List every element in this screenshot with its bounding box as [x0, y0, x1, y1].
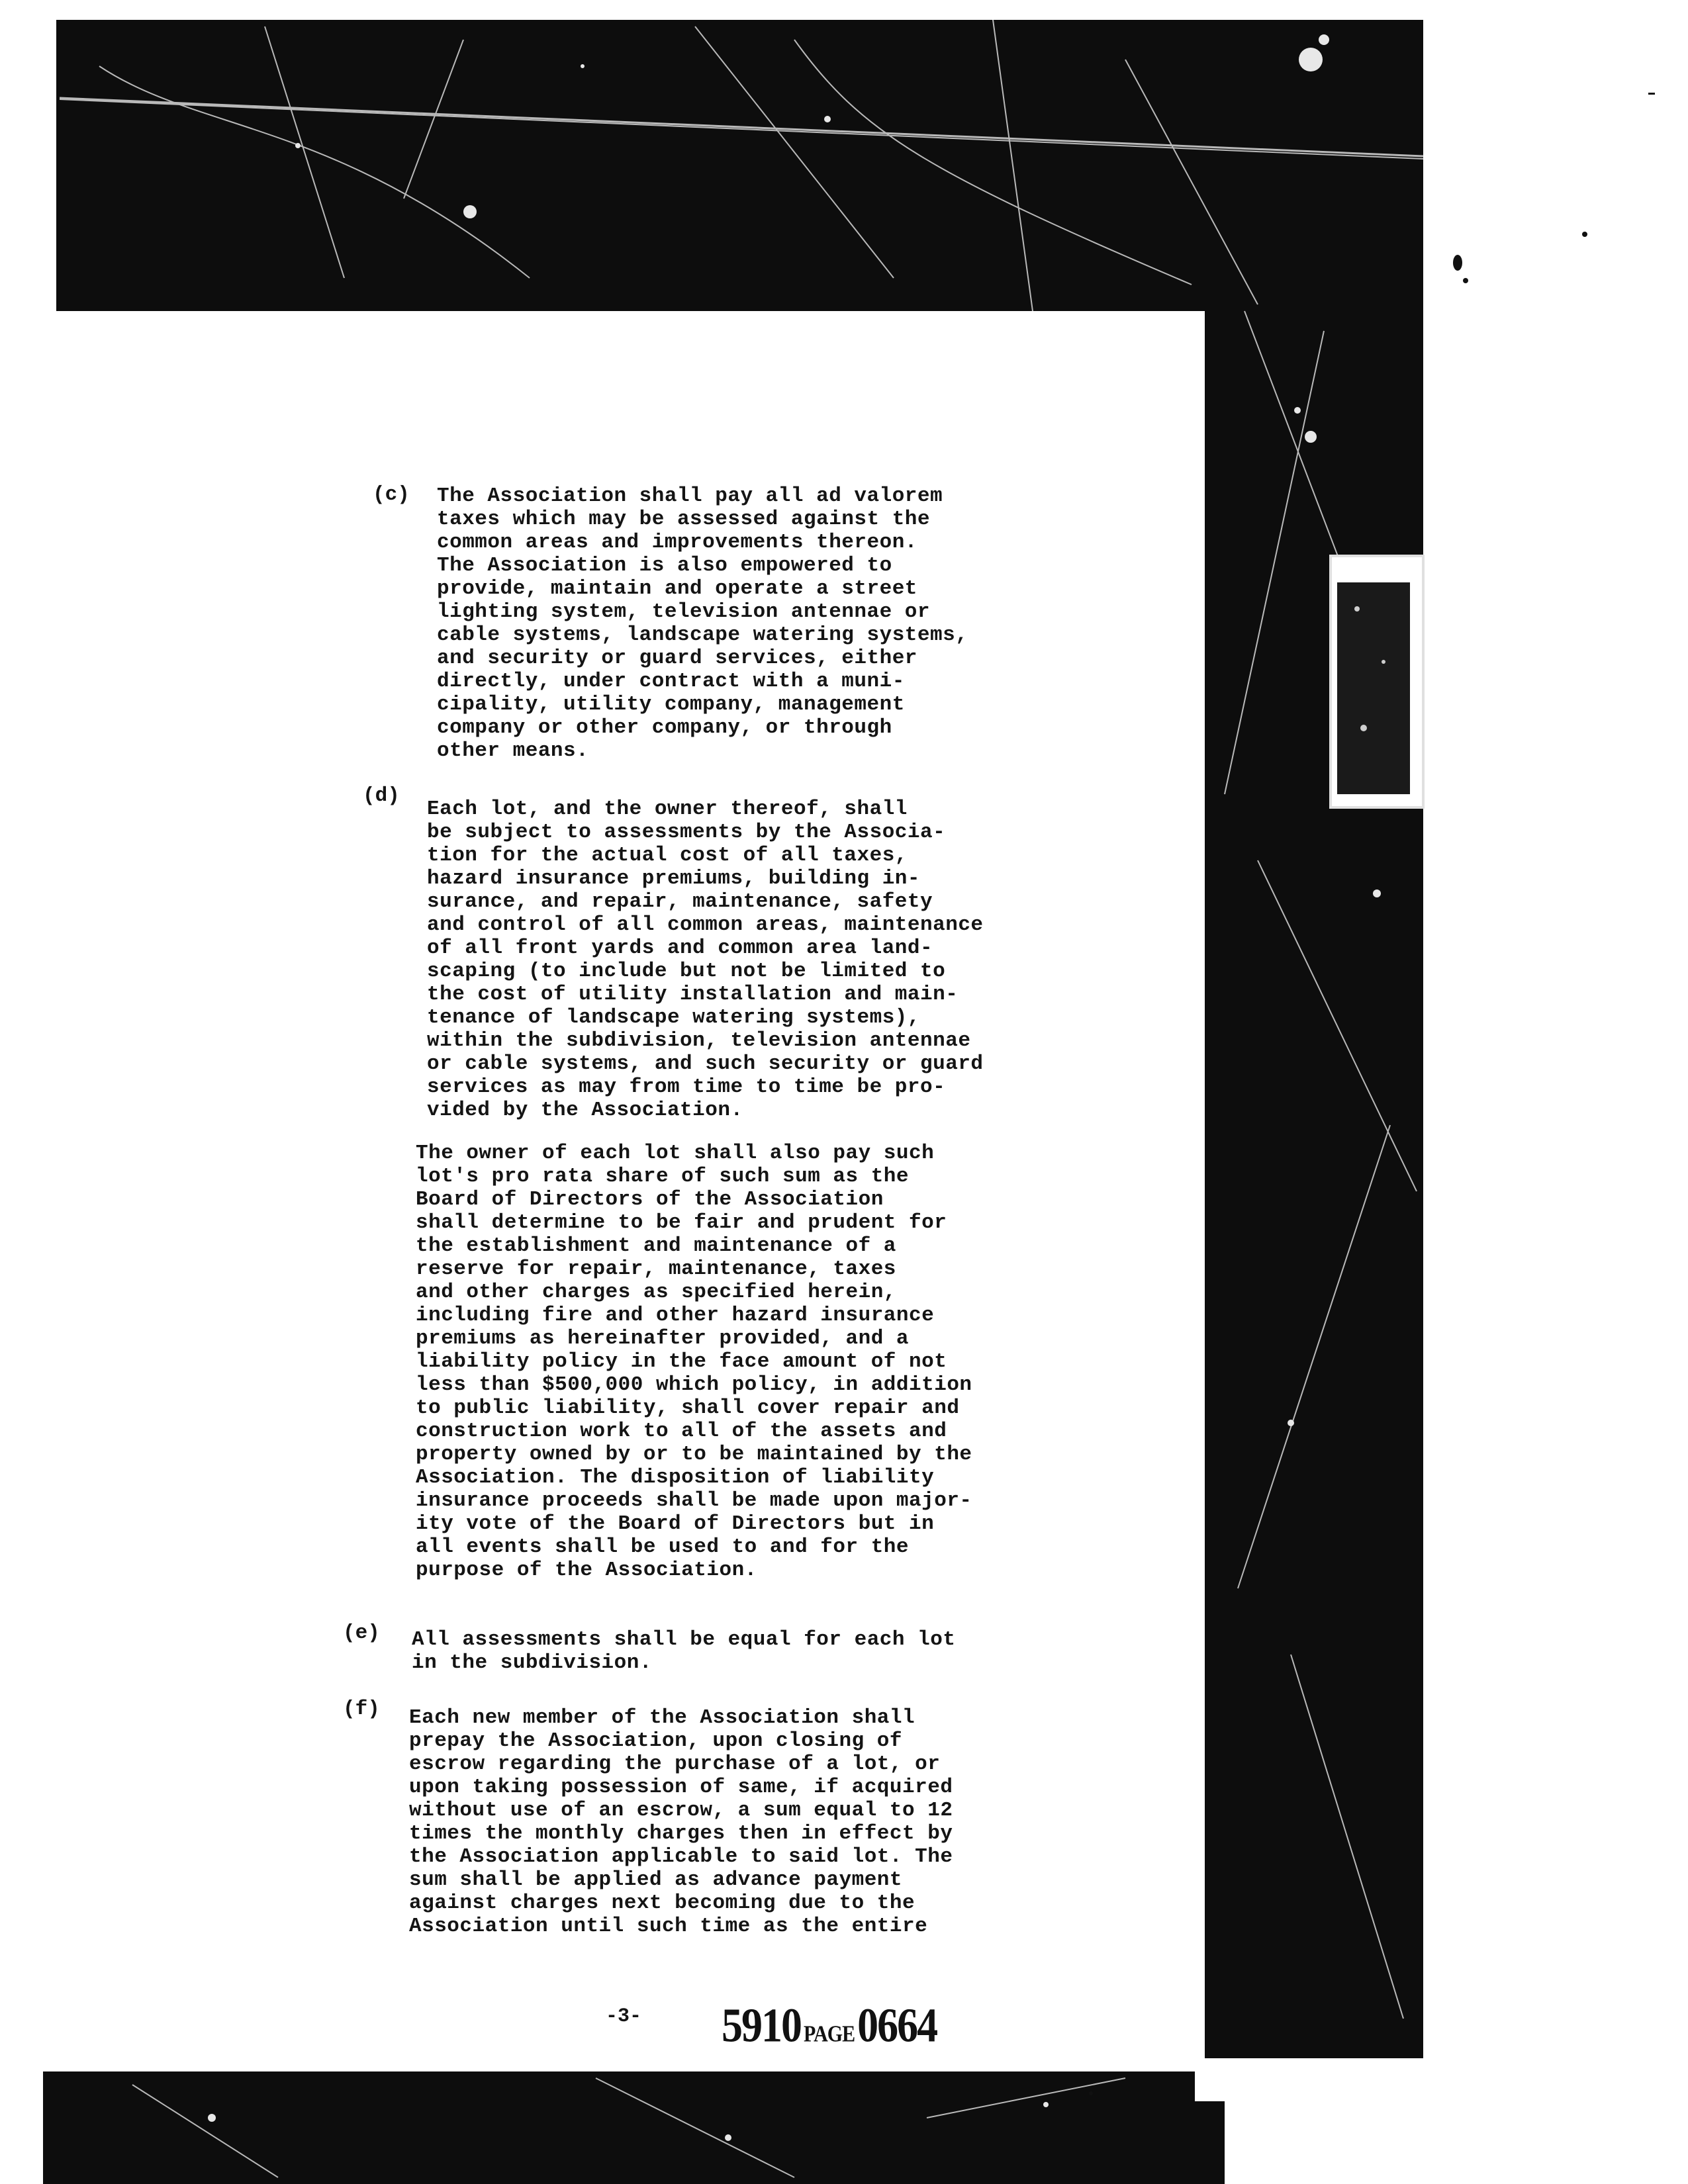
paragraph-f	[409, 1706, 953, 1938]
paragraph-c-line: directly, under contract with a muni-	[437, 670, 905, 693]
paragraph-e-label: (e)	[343, 1621, 380, 1645]
paragraph-d-continuation-line: reserve for repair, maintenance, taxes	[416, 1257, 896, 1281]
paragraph-d-continuation-line: ity vote of the Board of Directors but in	[416, 1512, 935, 1535]
scan-border-right	[1205, 20, 1423, 2058]
paragraph-c-line: company or other company, or through	[437, 716, 892, 739]
paragraph-c-line: The Association shall pay all ad valorem	[437, 484, 943, 508]
paragraph-d-continuation-line: property owned by or to be maintained by the	[416, 1443, 972, 1466]
paragraph-c-line: lighting system, television antennae or	[437, 600, 931, 623]
paragraph-d-line: Each lot, and the owner thereof, shall	[427, 797, 908, 821]
paragraph-d-line: services as may from time to time be pro-	[427, 1075, 946, 1099]
page-number: -3-	[606, 2005, 642, 2028]
paragraph-c-line: and security or guard services, either	[437, 647, 917, 670]
scan-border-bottom-right	[1165, 2101, 1225, 2184]
paragraph-f-line: prepay the Association, upon closing of	[409, 1729, 903, 1752]
paragraph-d-continuation-line: premiums as hereinafter provided, and a	[416, 1327, 910, 1350]
paragraph-d-continuation-line: including fire and other hazard insurance	[416, 1304, 935, 1327]
scan-speck	[1582, 232, 1587, 237]
paragraph-d-line: the cost of utility installation and main-	[427, 983, 959, 1006]
paragraph-d-continuation-line: the establishment and maintenance of a	[416, 1234, 896, 1257]
paragraph-f-line: without use of an escrow, a sum equal to 12	[409, 1799, 953, 1822]
paragraph-f-line: against charges next becoming due to the	[409, 1891, 915, 1915]
paragraph-f-line: the Association applicable to said lot. The	[409, 1845, 953, 1868]
paragraph-f-label: (f)	[343, 1698, 380, 1721]
paragraph-c-line: taxes which may be assessed against the	[437, 508, 931, 531]
paragraph-d-line: of all front yards and common area land-	[427, 936, 933, 960]
paragraph-d-line: and control of all common areas, maintenance	[427, 913, 984, 936]
book-number: 5910	[722, 1998, 801, 2052]
paragraph-d-line: surance, and repair, maintenance, safety	[427, 890, 933, 913]
paragraph-d-line: tion for the actual cost of all taxes,	[427, 844, 908, 867]
paragraph-d-continuation-line: construction work to all of the assets and	[416, 1420, 947, 1443]
paragraph-d-continuation-line: liability policy in the face amount of not	[416, 1350, 947, 1373]
paragraph-d-line: hazard insurance premiums, building in-	[427, 867, 921, 890]
scan-speck	[1089, 2091, 1093, 2095]
paragraph-f-line: times the monthly charges then in effect by	[409, 1822, 953, 1845]
paragraph-f-line: escrow regarding the purchase of a lot, or	[409, 1752, 941, 1776]
paragraph-d-line: vided by the Association.	[427, 1099, 743, 1122]
paragraph-d-continuation-line: Association. The disposition of liability	[416, 1466, 935, 1489]
paragraph-f-line: Each new member of the Association shall	[409, 1706, 915, 1729]
paragraph-d-line: tenance of landscape watering systems),	[427, 1006, 921, 1029]
book-page-number: 0664	[857, 1998, 937, 2052]
paragraph-e-line: All assessments shall be equal for each lot	[412, 1628, 956, 1651]
paragraph-c-line: cable systems, landscape watering systems,	[437, 623, 968, 647]
paragraph-f-line: Association until such time as the entire	[409, 1915, 928, 1938]
paragraph-f-line: sum shall be applied as advance payment	[409, 1868, 903, 1891]
scan-border-bottom	[43, 2071, 1195, 2184]
paragraph-c-line: cipality, utility company, management	[437, 693, 905, 716]
paragraph-d-continuation-line: The owner of each lot shall also pay such	[416, 1142, 935, 1165]
paragraph-d-line: or cable systems, and such security or guard	[427, 1052, 984, 1075]
paragraph-c	[437, 484, 968, 762]
paragraph-d-continuation-line: lot's pro rata share of such sum as the	[416, 1165, 910, 1188]
paragraph-d-continuation-line: and other charges as specified herein,	[416, 1281, 896, 1304]
paragraph-d-continuation-line: less than $500,000 which policy, in addition	[416, 1373, 972, 1396]
paragraph-d-continuation-line: purpose of the Association.	[416, 1559, 757, 1582]
book-page-stamp	[722, 1997, 937, 2054]
paragraph-c-label: (c)	[373, 483, 410, 506]
paragraph-d-continuation-line: to public liability, shall cover repair and	[416, 1396, 960, 1420]
paragraph-c-line: The Association is also empowered to	[437, 554, 892, 577]
paragraph-d-continuation-line: shall determine to be fair and prudent for	[416, 1211, 947, 1234]
paragraph-c-line: provide, maintain and operate a street	[437, 577, 917, 600]
paragraph-c-line: other means.	[437, 739, 589, 762]
paragraph-e	[412, 1628, 955, 1674]
paragraph-d-line: within the subdivision, television antennae	[427, 1029, 971, 1052]
paragraph-f-line: upon taking possession of same, if acquired	[409, 1776, 953, 1799]
paragraph-d-line: be subject to assessments by the Associa-	[427, 821, 946, 844]
paragraph-d-continuation-line: Board of Directors of the Association	[416, 1188, 884, 1211]
paragraph-c-line: common areas and improvements thereon.	[437, 531, 917, 554]
scan-speck	[1648, 93, 1655, 95]
paragraph-d-continuation-line: insurance proceeds shall be made upon major-	[416, 1489, 972, 1512]
paragraph-d	[427, 797, 984, 1122]
paragraph-d-continuation	[416, 1142, 972, 1582]
scan-speck	[1453, 255, 1462, 271]
paragraph-d-label: (d)	[363, 784, 400, 807]
paragraph-e-line: in the subdivision.	[412, 1651, 652, 1674]
paragraph-d-line: scaping (to include but not be limited to	[427, 960, 946, 983]
paragraph-d-continuation-line: all events shall be used to and for the	[416, 1535, 910, 1559]
page-word: PAGE	[804, 2021, 855, 2047]
scan-speck	[1463, 278, 1468, 283]
